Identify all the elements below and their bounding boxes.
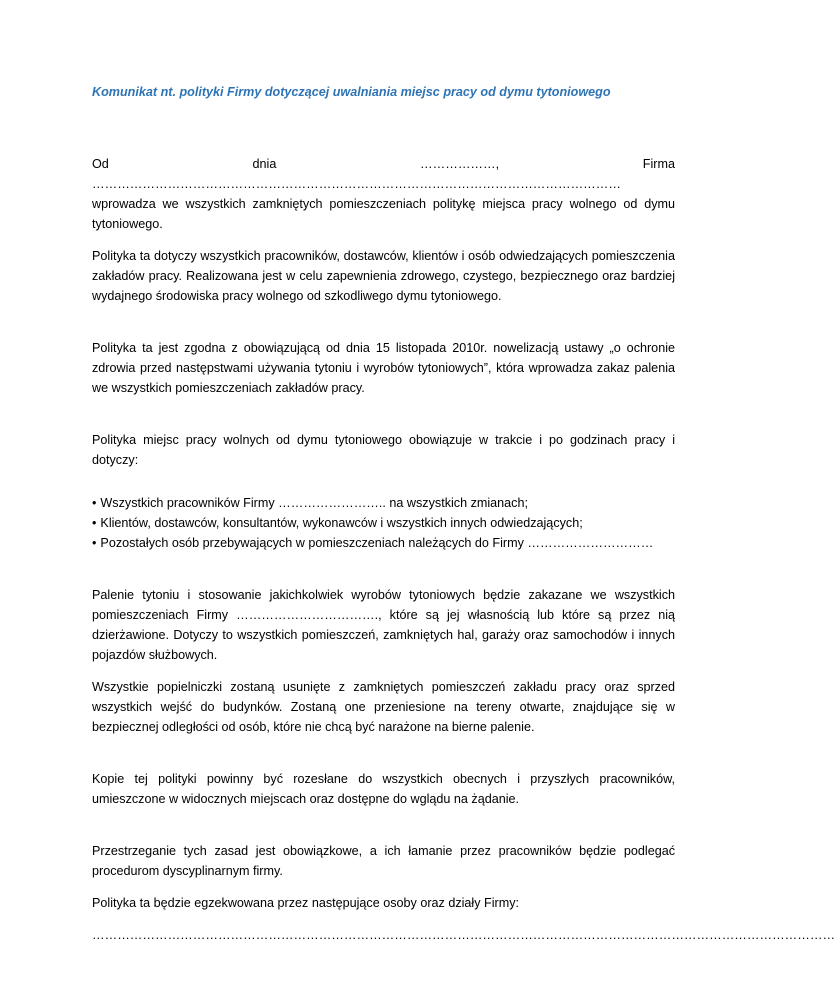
paragraph-enforcement-discipline: Przestrzeganie tych zasad jest obowiązkowe, a ich łamanie przez pracowników będzie podlegać procedurom dyscyplinarnym firmy. [92,844,675,878]
paragraph-enforced-by: Polityka ta będzie egzekwowana przez następujące osoby oraz działy Firmy: [92,896,520,910]
list-item [92,493,675,513]
bullet-icon: • [92,496,97,510]
list-item-text: Klientów, dostawców, konsultantów, wykonawców i wszystkich innych odwiedzających; [100,516,583,530]
paragraph-legal-basis: Polityka ta jest zgodna z obowiązującą od dnia 15 listopada 2010r. nowelizacją ustawy „o ochronie zdrowia przed następstwami używania tytoniu i wyrobów tytoniowych”, która wprowadza zakaz palenia we wszystkich pomieszczeniach zakładów pracy. [92,341,675,395]
paragraph-prohibition: Palenie tytoniu i stosowanie jakichkolwiek wyrobów tytoniowych będzie zakazane we wszystkich pomieszczeniach Firmy ……………………………., które są jej własnością lub które są przez nią dzierżawione. Dotyczy to wszystkich pomieszczeń, zamkniętych hal, garaży oraz samochodów i innych pojazdów służbowych. [92,588,675,662]
applies-to-list [92,493,675,553]
paragraph-date-rest: wprowadza we wszystkich zamkniętych pomieszczeniach politykę miejsca pracy wolnego od dymu tytoniowego. [92,197,675,231]
bullet-icon: • [92,516,97,530]
bullet-icon: • [92,536,97,550]
document-title: Komunikat nt. polityki Firmy dotyczącej uwalniania miejsc pracy od dymu tytoniowego [92,85,611,99]
paragraph-applies-to: Polityka miejsc pracy wolnych od dymu tytoniowego obowiązuje w trakcie i po godzinach pracy i dotyczy: [92,433,675,467]
list-item [92,533,675,553]
document-body [92,82,835,945]
paragraph-scope: Polityka ta dotyczy wszystkich pracowników, dostawców, klientów i osób odwiedzających pomieszczenia zakładów pracy. Realizowana jest w celu zapewnienia zdrowego, czystego, bezpiecznego oraz bardziej wydajnego środowiska pracy wolnego od szkodliwego dymu tytoniowego. [92,249,675,303]
signature-dotted-line: …………………………………………………………………………………………………………………………………………………………… [92,928,835,942]
list-item-text: Wszystkich pracowników Firmy …………………….. na wszystkich zmianach; [100,496,528,510]
paragraph-date-line: Od dnia ………………, Firma ……………………………………………………………………………………………………………… [92,157,675,191]
paragraph-effective-date [92,154,675,234]
list-item-text: Pozostałych osób przebywających w pomieszczeniach należących do Firmy ………………………… [100,536,654,550]
paragraph-ashtrays: Wszystkie popielniczki zostaną usunięte z zamkniętych pomieszczeń zakładu pracy oraz sprzed wszystkich wejść do budynków. Zostaną one przeniesione na tereny otwarte, znajdujące się w bezpiecznej odległości od osób, które nie chcą być narażone na bierne palenie. [92,680,675,734]
list-item [92,513,675,533]
paragraph-distribution: Kopie tej polityki powinny być rozesłane do wszystkich obecnych i przyszłych pracowników, umieszczone w widocznych miejscach oraz dostępne do wglądu na żądanie. [92,772,675,806]
